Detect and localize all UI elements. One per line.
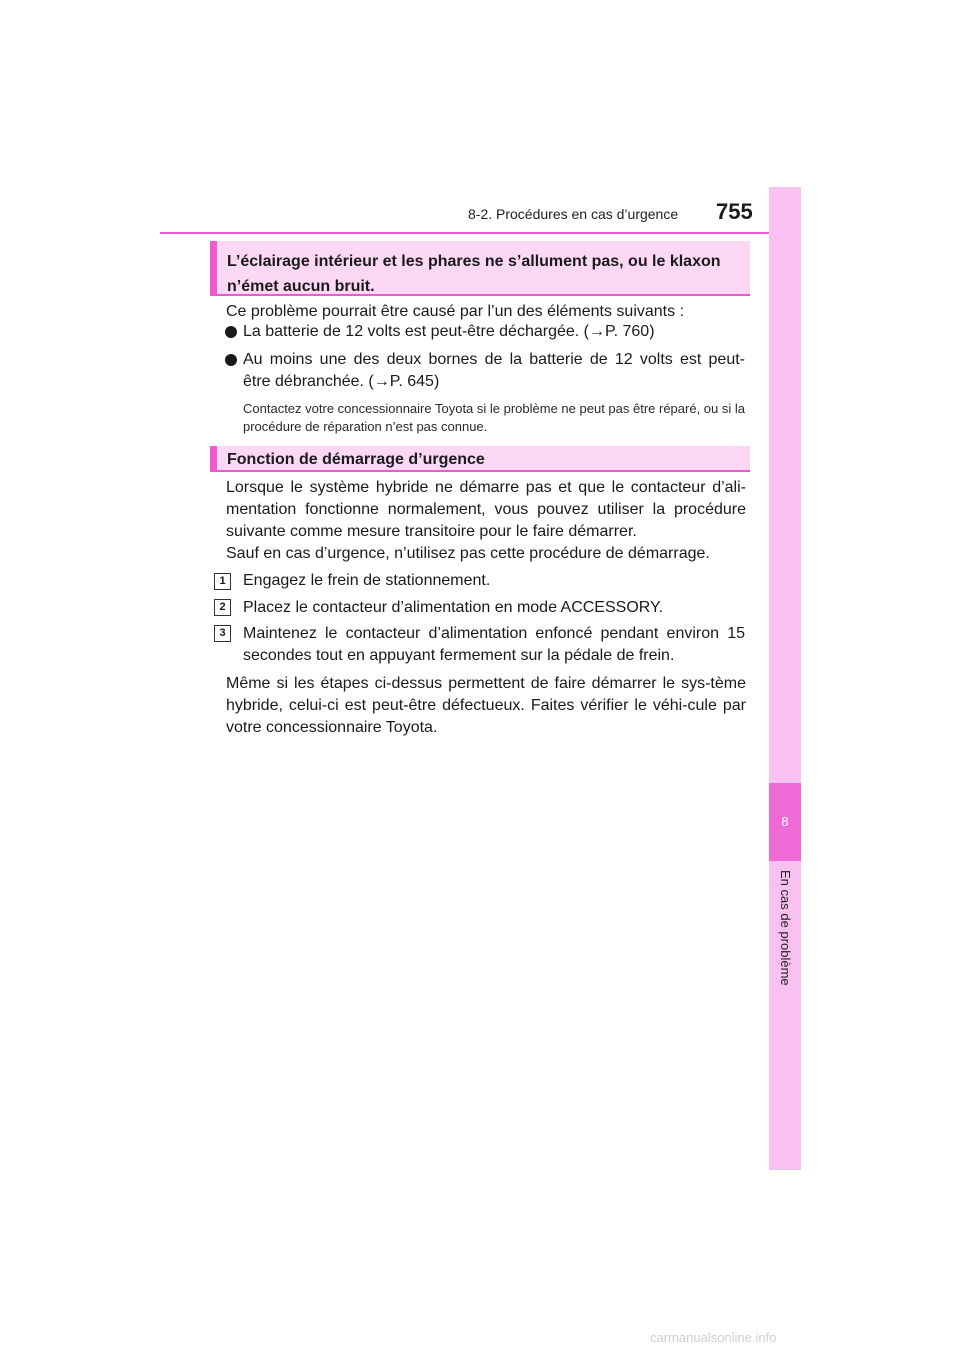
chapter-title-vertical: En cas de problème — [778, 870, 793, 986]
section-heading-emergency-start: Fonction de démarrage d’urgence — [210, 446, 750, 472]
section-heading-line1: L’éclairage intérieur et les phares ne s’allument pas, ou le klaxon — [227, 253, 721, 270]
bullet-battery-discharged: La batterie de 12 volts est peut-être déchargée. (→P. 760) — [243, 323, 655, 340]
step-text: Engagez le frein de stationnement. — [243, 572, 491, 589]
section-heading-line2: n’émet aucun bruit. — [227, 278, 375, 295]
bullet-terminal-disconnected-line2: être débranchée. (→P. 645) — [243, 373, 440, 390]
section1-intro: Ce problème pourrait être causé par l’un des éléments suivants : — [226, 303, 685, 320]
chapter-side-tab — [769, 187, 801, 1170]
step-number-box: 2 — [214, 599, 231, 616]
page-number: 755 — [716, 199, 753, 224]
watermark: carmanualsonline.info — [650, 1330, 777, 1345]
header-section-title: 8-2. Procédures en cas d’urgence — [468, 206, 679, 222]
chapter-number-tab: 8 — [769, 783, 801, 861]
step-text: Placez le contacteur d’alimentation en mode ACCESSORY. — [243, 599, 664, 616]
section-heading-lights-horn — [210, 241, 750, 296]
step-number-box: 1 — [214, 573, 231, 590]
step-text: Maintenez le contacteur d’alimentation enfoncé pendant environ 15 secondes tout en appuyant fermement sur la pédale de frein. — [243, 625, 745, 664]
step-number-box: 3 — [214, 625, 231, 642]
section2-closing: Même si les étapes ci-dessus permettent de faire démarrer le sys-tème hybride, celui-ci est peut-être défectueux. Faites vérifier le véhi-cule par votre concessionnaire Toyota. — [226, 675, 746, 736]
bullet-terminal-disconnected-line1: Au moins une des deux bornes de la batterie de 12 volts est peut- — [243, 351, 745, 368]
bullet-dot-icon — [225, 326, 237, 338]
section2-intro-warning: Sauf en cas d’urgence, n’utilisez pas cette procédure de démarrage. — [226, 545, 710, 562]
header-divider — [160, 232, 800, 234]
bullet-dot-icon — [225, 354, 237, 366]
section2-intro: Lorsque le système hybride ne démarre pas et que le contacteur d’ali-mentation fonctionne normalement, vous pouvez utiliser la procédure suivante comme mesure transitoire pour le faire démarrer. — [226, 479, 746, 540]
section1-note: Contactez votre concessionnaire Toyota si le problème ne peut pas être réparé, ou si la procédure de réparation n’est pas connue. — [243, 401, 745, 434]
